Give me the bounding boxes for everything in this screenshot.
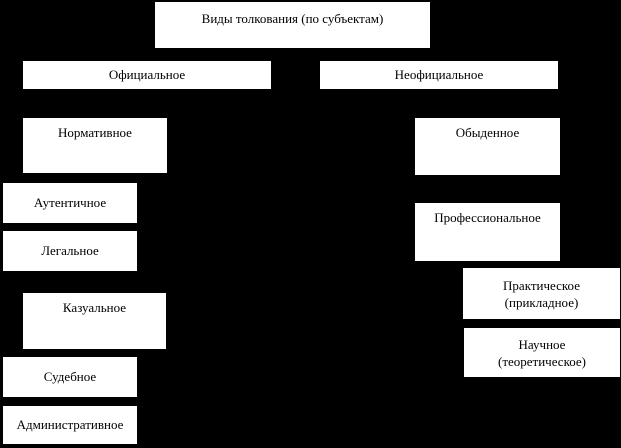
node-professional <box>415 203 560 261</box>
node-casual-label: Казуальное <box>62 300 127 315</box>
node-authentic <box>3 183 137 223</box>
node-professional-label: Профессиональное <box>434 210 541 225</box>
node-judicial-label: Судебное <box>43 369 97 384</box>
node-normative <box>23 118 167 173</box>
node-unofficial <box>320 61 558 89</box>
node-legal-label: Легальное <box>41 243 99 258</box>
node-administrative-label: Административное <box>16 417 124 432</box>
node-types-of-interpretation <box>155 2 430 48</box>
node-official-label: Официальное <box>108 67 186 82</box>
node-scientific-label-line1: Научное <box>518 336 566 352</box>
node-authentic-label: Аутентичное <box>33 195 107 210</box>
node-types-of-interpretation-label: Виды толкования (по субъектам) <box>201 11 384 26</box>
node-scientific <box>464 328 620 377</box>
node-legal <box>3 231 137 271</box>
node-judicial <box>3 357 137 397</box>
node-official <box>23 61 271 89</box>
node-ordinary-label: Обыденное <box>455 125 520 140</box>
node-scientific-label-line2: (теоретическое) <box>497 353 586 369</box>
node-ordinary <box>415 118 560 175</box>
node-casual <box>23 293 166 349</box>
node-practical-label-line2: (прикладное) <box>504 294 579 310</box>
node-practical <box>463 268 620 319</box>
node-normative-label: Нормативное <box>58 125 132 140</box>
node-administrative <box>3 406 137 444</box>
node-unofficial-label: Неофициальное <box>394 67 484 82</box>
node-practical-label-line1: Практическое <box>503 277 580 293</box>
